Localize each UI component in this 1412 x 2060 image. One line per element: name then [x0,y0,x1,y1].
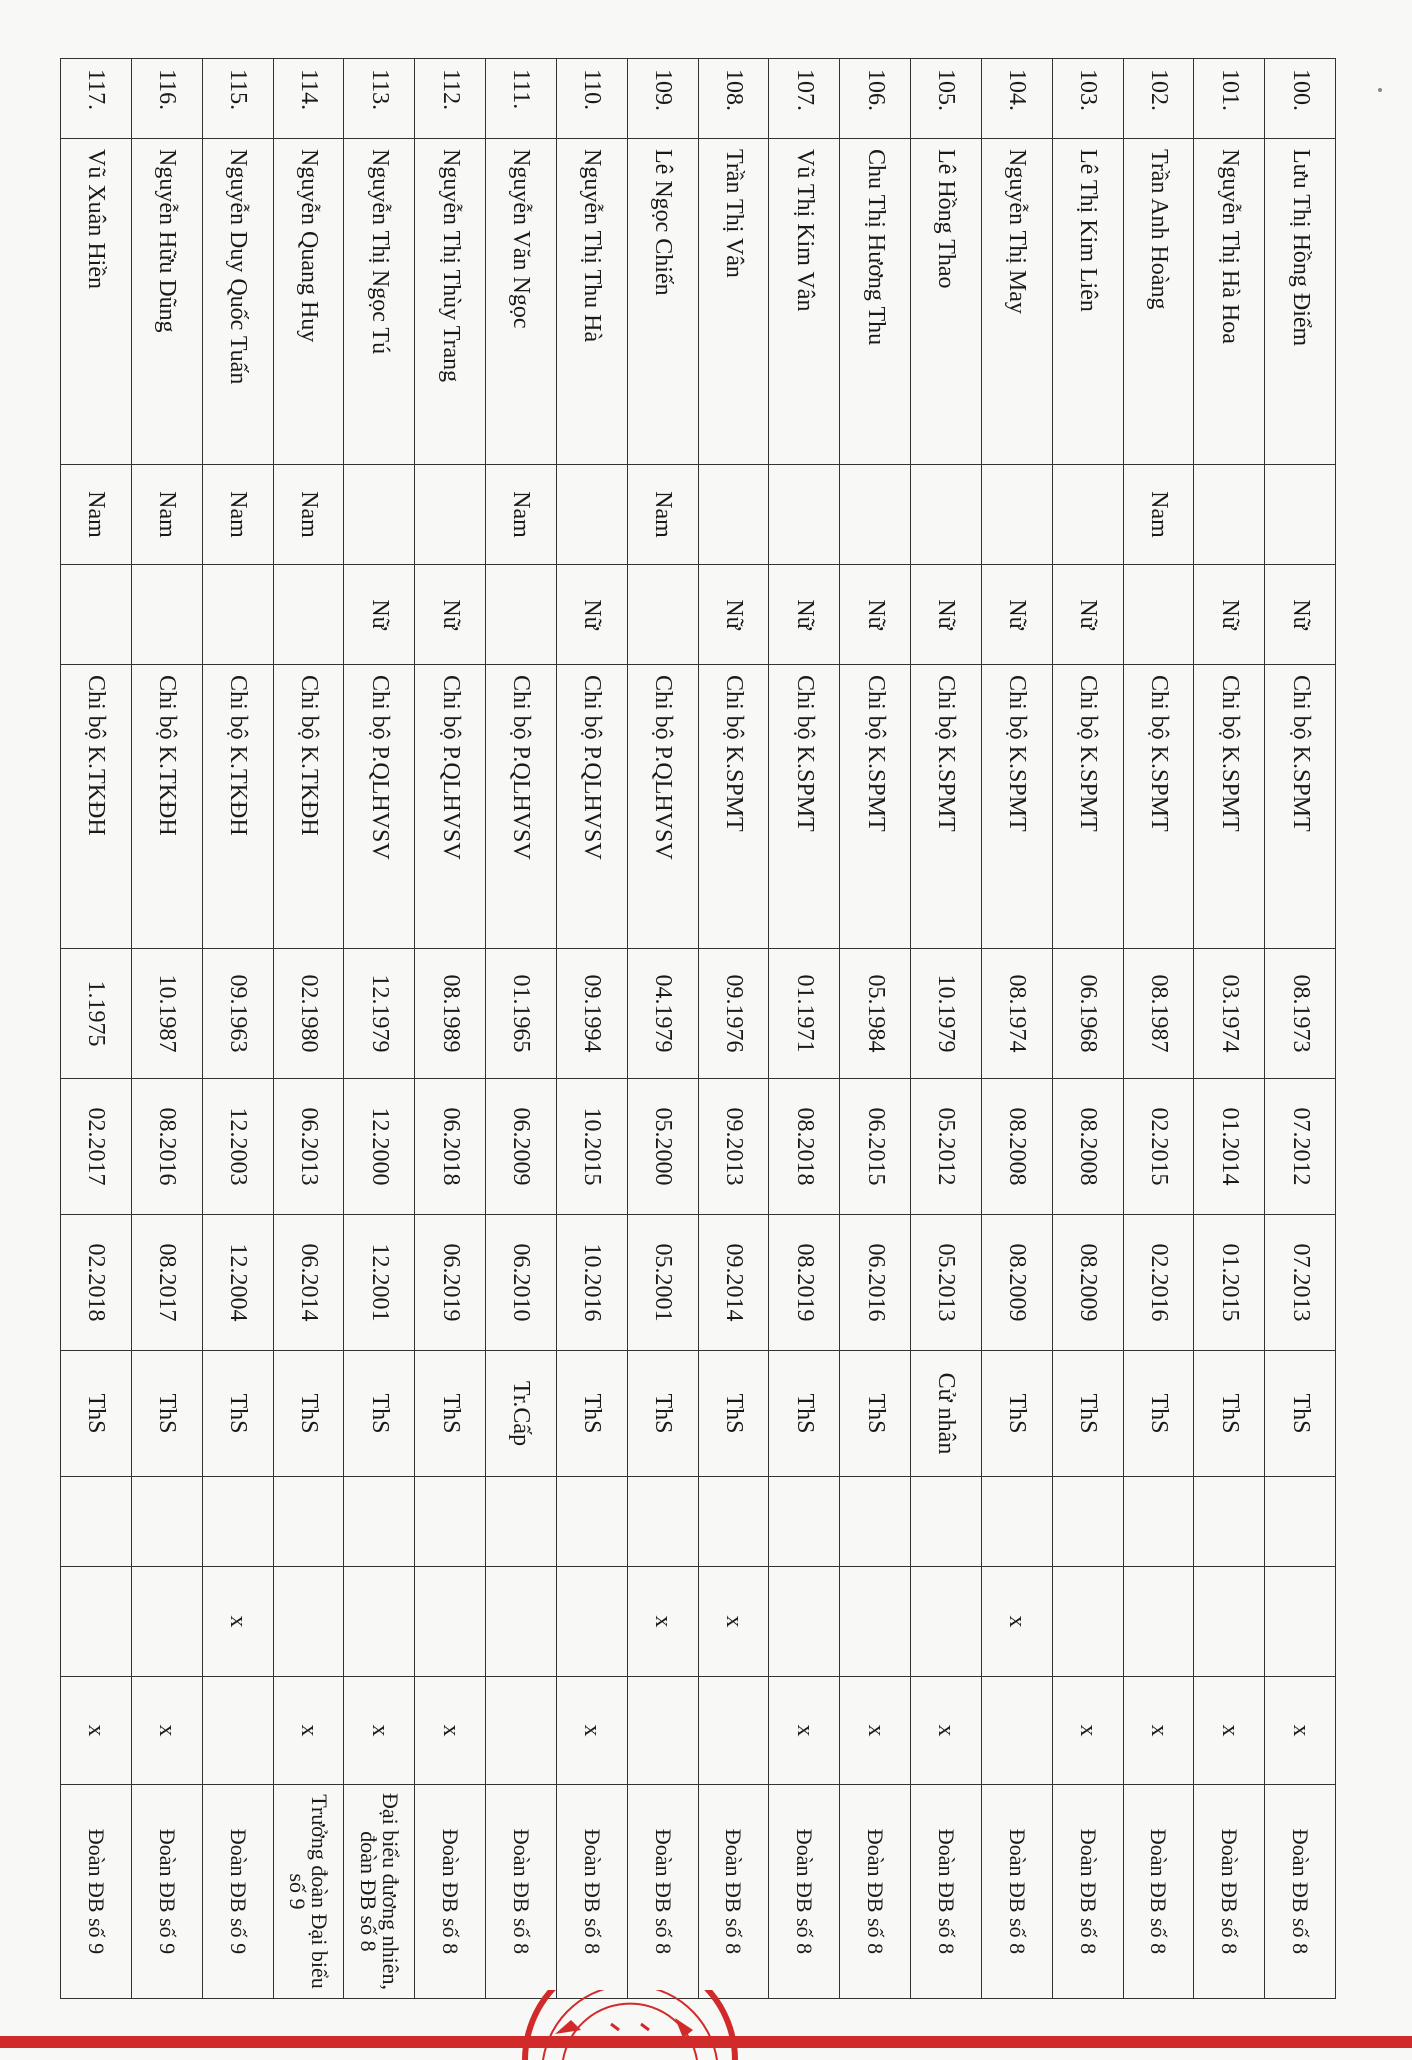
cell-name: Lưu Thị Hồng Điểm [1265,139,1336,465]
table-row [840,59,911,1999]
table-row [202,59,273,1999]
cell-mark-3 [698,1677,769,1785]
cell-mark-2 [1123,1567,1194,1677]
cell-official-date: 12.2001 [344,1215,415,1351]
cell-gender-female: Nữ [840,565,911,665]
cell-mark-3: x [344,1677,415,1785]
cell-mark-1 [415,1477,486,1567]
cell-official-date: 07.2013 [1265,1215,1336,1351]
cell-mark-2: x [202,1567,273,1677]
cell-gender-female [627,565,698,665]
cell-stt: 114. [273,59,344,139]
cell-birth-date: 04.1979 [627,949,698,1079]
cell-mark-1 [1265,1477,1336,1567]
cell-gender-female [1123,565,1194,665]
cell-birth-date: 08.1974 [981,949,1052,1079]
cell-birth-date: 08.1989 [415,949,486,1079]
cell-name: Nguyễn Văn Ngọc [486,139,557,465]
cell-mark-1 [556,1477,627,1567]
cell-mark-3: x [1123,1677,1194,1785]
cell-stt: 106. [840,59,911,139]
cell-gender-male [415,465,486,565]
cell-degree: ThS [344,1351,415,1477]
table-row [131,59,202,1999]
cell-mark-1 [61,1477,132,1567]
cell-mark-2 [1194,1567,1265,1677]
cell-birth-date: 08.1987 [1123,949,1194,1079]
cell-note: Đoàn ĐB số 8 [981,1785,1052,1999]
cell-mark-3: x [840,1677,911,1785]
table-row [627,59,698,1999]
cell-official-date: 08.2019 [769,1215,840,1351]
cell-degree: ThS [981,1351,1052,1477]
cell-join-date: 02.2017 [61,1079,132,1215]
cell-mark-2 [61,1567,132,1677]
cell-mark-1 [698,1477,769,1567]
cell-note: Đoàn ĐB số 8 [911,1785,982,1999]
cell-name: Chu Thị Hương Thu [840,139,911,465]
cell-mark-3: x [769,1677,840,1785]
cell-birth-date: 02.1980 [273,949,344,1079]
cell-degree: ThS [556,1351,627,1477]
cell-mark-1 [981,1477,1052,1567]
cell-mark-2 [131,1567,202,1677]
cell-stt: 103. [1052,59,1123,139]
cell-mark-3: x [1194,1677,1265,1785]
cell-unit: Chi bộ K.SPMT [1052,665,1123,949]
cell-official-date: 10.2016 [556,1215,627,1351]
cell-stt: 102. [1123,59,1194,139]
cell-gender-male [1194,465,1265,565]
cell-mark-3: x [415,1677,486,1785]
cell-mark-3: x [556,1677,627,1785]
cell-note: Đoàn ĐB số 8 [840,1785,911,1999]
cell-name: Trần Anh Hoàng [1123,139,1194,465]
cell-note: Đoàn ĐB số 8 [1123,1785,1194,1999]
cell-official-date: 06.2014 [273,1215,344,1351]
cell-degree: ThS [840,1351,911,1477]
cell-gender-male [698,465,769,565]
cell-mark-2 [415,1567,486,1677]
cell-note: Đoàn ĐB số 8 [415,1785,486,1999]
cell-note: Đoàn ĐB số 8 [769,1785,840,1999]
cell-mark-1 [1123,1477,1194,1567]
cell-join-date: 05.2012 [911,1079,982,1215]
cell-birth-date: 09.1994 [556,949,627,1079]
cell-mark-3: x [911,1677,982,1785]
cell-gender-female: Nữ [556,565,627,665]
cell-mark-1 [344,1477,415,1567]
cell-birth-date: 01.1971 [769,949,840,1079]
cell-official-date: 02.2016 [1123,1215,1194,1351]
cell-unit: Chi bộ K.TKĐH [131,665,202,949]
cell-name: Nguyễn Thị May [981,139,1052,465]
table-row [1265,59,1336,1999]
cell-gender-male [556,465,627,565]
cell-stt: 117. [61,59,132,139]
cell-unit: Chi bộ K.TKĐH [273,665,344,949]
cell-mark-1 [1052,1477,1123,1567]
cell-birth-date: 10.1987 [131,949,202,1079]
cell-note: Đoàn ĐB số 8 [1052,1785,1123,1999]
cell-degree: ThS [415,1351,486,1477]
red-seal-stamp [515,1990,745,2060]
cell-birth-date: 12.1979 [344,949,415,1079]
cell-birth-date: 10.1979 [911,949,982,1079]
cell-note: Đoàn ĐB số 8 [1194,1785,1265,1999]
cell-birth-date: 05.1984 [840,949,911,1079]
cell-join-date: 02.2015 [1123,1079,1194,1215]
cell-stt: 109. [627,59,698,139]
cell-degree: ThS [627,1351,698,1477]
cell-degree: ThS [202,1351,273,1477]
cell-join-date: 01.2014 [1194,1079,1265,1215]
table-row [769,59,840,1999]
cell-mark-3: x [131,1677,202,1785]
table-row [273,59,344,1999]
cell-unit: Chi bộ K.SPMT [698,665,769,949]
cell-official-date: 06.2016 [840,1215,911,1351]
cell-stt: 112. [415,59,486,139]
cell-mark-1 [1194,1477,1265,1567]
cell-note: Trưởng đoàn Đại biểu số 9 [273,1785,344,1999]
cell-official-date: 08.2017 [131,1215,202,1351]
cell-degree: ThS [273,1351,344,1477]
cell-birth-date: 09.1963 [202,949,273,1079]
cell-gender-male [1265,465,1336,565]
cell-mark-2 [344,1567,415,1677]
cell-mark-2 [1265,1567,1336,1677]
cell-name: Nguyễn Thị Hà Hoa [1194,139,1265,465]
cell-gender-female [486,565,557,665]
cell-gender-female: Nữ [344,565,415,665]
cell-note: Đoàn ĐB số 9 [61,1785,132,1999]
cell-official-date: 02.2018 [61,1215,132,1351]
cell-name: Nguyễn Thị Thùy Trang [415,139,486,465]
cell-birth-date: 09.1976 [698,949,769,1079]
cell-mark-2 [911,1567,982,1677]
cell-mark-3: x [1265,1677,1336,1785]
rotated-sheet [60,58,1336,1998]
cell-name: Nguyễn Thị Thu Hà [556,139,627,465]
cell-degree: ThS [1194,1351,1265,1477]
cell-gender-female: Nữ [769,565,840,665]
cell-gender-female: Nữ [1052,565,1123,665]
table-row [1194,59,1265,1999]
cell-stt: 100. [1265,59,1336,139]
cell-official-date: 05.2013 [911,1215,982,1351]
cell-join-date: 07.2012 [1265,1079,1336,1215]
table-row [1052,59,1123,1999]
cell-mark-3 [627,1677,698,1785]
cell-mark-2: x [627,1567,698,1677]
cell-degree: ThS [1052,1351,1123,1477]
cell-mark-2 [840,1567,911,1677]
cell-name: Trần Thị Vân [698,139,769,465]
cell-name: Lê Thị Kim Liên [1052,139,1123,465]
cell-mark-3: x [61,1677,132,1785]
cell-gender-male [769,465,840,565]
red-stamp-line [0,2036,1412,2048]
cell-mark-2 [556,1567,627,1677]
cell-degree: ThS [131,1351,202,1477]
cell-name: Nguyễn Quang Huy [273,139,344,465]
cell-name: Nguyễn Duy Quốc Tuấn [202,139,273,465]
cell-official-date: 12.2004 [202,1215,273,1351]
cell-stt: 111. [486,59,557,139]
cell-join-date: 12.2000 [344,1079,415,1215]
cell-stt: 115. [202,59,273,139]
cell-gender-female: Nữ [911,565,982,665]
cell-unit: Chi bộ P.QLHVSV [344,665,415,949]
cell-mark-3 [202,1677,273,1785]
cell-note: Đoàn ĐB số 8 [1265,1785,1336,1999]
cell-note: Đoàn ĐB số 9 [131,1785,202,1999]
cell-join-date: 08.2018 [769,1079,840,1215]
cell-unit: Chi bộ P.QLHVSV [415,665,486,949]
cell-official-date: 06.2010 [486,1215,557,1351]
cell-official-date: 06.2019 [415,1215,486,1351]
cell-unit: Chi bộ K.SPMT [840,665,911,949]
table-row [556,59,627,1999]
cell-unit: Chi bộ K.SPMT [981,665,1052,949]
cell-mark-3: x [1052,1677,1123,1785]
cell-name: Vũ Thị Kim Vân [769,139,840,465]
cell-unit: Chi bộ K.SPMT [1194,665,1265,949]
cell-birth-date: 03.1974 [1194,949,1265,1079]
cell-name: Nguyễn Thị Ngọc Tú [344,139,415,465]
cell-mark-1 [911,1477,982,1567]
cell-birth-date: 06.1968 [1052,949,1123,1079]
cell-gender-female: Nữ [1194,565,1265,665]
cell-birth-date: 08.1973 [1265,949,1336,1079]
table-row [486,59,557,1999]
cell-unit: Chi bộ P.QLHVSV [556,665,627,949]
cell-unit: Chi bộ P.QLHVSV [486,665,557,949]
cell-degree: ThS [61,1351,132,1477]
cell-stt: 116. [131,59,202,139]
cell-official-date: 09.2014 [698,1215,769,1351]
table-row [981,59,1052,1999]
cell-official-date: 08.2009 [1052,1215,1123,1351]
cell-mark-2 [486,1567,557,1677]
cell-mark-3 [981,1677,1052,1785]
cell-gender-female [61,565,132,665]
cell-official-date: 05.2001 [627,1215,698,1351]
cell-unit: Chi bộ K.TKĐH [61,665,132,949]
cell-gender-female: Nữ [981,565,1052,665]
cell-gender-male: Nam [61,465,132,565]
cell-gender-male [1052,465,1123,565]
cell-mark-1 [627,1477,698,1567]
cell-note: Đoàn ĐB số 8 [556,1785,627,1999]
delegate-table [60,58,1336,1999]
cell-mark-2 [273,1567,344,1677]
cell-unit: Chi bộ K.SPMT [911,665,982,949]
cell-degree: Cử nhân [911,1351,982,1477]
cell-degree: ThS [1265,1351,1336,1477]
cell-mark-1 [273,1477,344,1567]
cell-gender-female: Nữ [1265,565,1336,665]
cell-note: Đoàn ĐB số 8 [486,1785,557,1999]
cell-join-date: 06.2009 [486,1079,557,1215]
cell-official-date: 08.2009 [981,1215,1052,1351]
cell-join-date: 08.2008 [981,1079,1052,1215]
cell-unit: Chi bộ K.SPMT [769,665,840,949]
cell-join-date: 08.2016 [131,1079,202,1215]
cell-join-date: 08.2008 [1052,1079,1123,1215]
cell-note: Đoàn ĐB số 8 [627,1785,698,1999]
cell-join-date: 10.2015 [556,1079,627,1215]
cell-unit: Chi bộ K.SPMT [1265,665,1336,949]
cell-birth-date: 1.1975 [61,949,132,1079]
cell-name: Vũ Xuân Hiền [61,139,132,465]
cell-note: Đại biểu đương nhiên, đoàn ĐB số 8 [344,1785,415,1999]
cell-unit: Chi bộ K.SPMT [1123,665,1194,949]
cell-gender-male: Nam [273,465,344,565]
table-row [415,59,486,1999]
cell-gender-male [981,465,1052,565]
table-row [61,59,132,1999]
cell-mark-2: x [698,1567,769,1677]
scan-mark [1378,88,1382,92]
cell-mark-1 [131,1477,202,1567]
cell-note: Đoàn ĐB số 9 [202,1785,273,1999]
cell-name: Lê Ngọc Chiến [627,139,698,465]
cell-gender-male: Nam [627,465,698,565]
cell-mark-1 [840,1477,911,1567]
cell-join-date: 06.2013 [273,1079,344,1215]
cell-stt: 105. [911,59,982,139]
cell-official-date: 01.2015 [1194,1215,1265,1351]
table-row [698,59,769,1999]
cell-gender-male: Nam [131,465,202,565]
cell-gender-male: Nam [202,465,273,565]
cell-gender-male: Nam [486,465,557,565]
cell-stt: 108. [698,59,769,139]
cell-gender-male: Nam [1123,465,1194,565]
cell-stt: 101. [1194,59,1265,139]
cell-stt: 107. [769,59,840,139]
cell-mark-1 [769,1477,840,1567]
cell-degree: ThS [1123,1351,1194,1477]
cell-degree: ThS [698,1351,769,1477]
cell-gender-male [344,465,415,565]
cell-mark-2 [1052,1567,1123,1677]
cell-degree: Tr.Cấp [486,1351,557,1477]
cell-stt: 110. [556,59,627,139]
table-row [911,59,982,1999]
cell-join-date: 06.2015 [840,1079,911,1215]
cell-birth-date: 01.1965 [486,949,557,1079]
table-row [344,59,415,1999]
cell-name: Lê Hồng Thao [911,139,982,465]
cell-mark-3 [486,1677,557,1785]
cell-gender-female [273,565,344,665]
cell-join-date: 09.2013 [698,1079,769,1215]
cell-gender-female: Nữ [415,565,486,665]
cell-gender-male [840,465,911,565]
cell-stt: 104. [981,59,1052,139]
cell-join-date: 12.2003 [202,1079,273,1215]
cell-degree: ThS [769,1351,840,1477]
cell-stt: 113. [344,59,415,139]
cell-gender-female [131,565,202,665]
cell-mark-2 [769,1567,840,1677]
cell-name: Nguyễn Hữu Dũng [131,139,202,465]
cell-gender-female: Nữ [698,565,769,665]
cell-mark-2: x [981,1567,1052,1677]
cell-join-date: 05.2000 [627,1079,698,1215]
table-row [1123,59,1194,1999]
cell-mark-3: x [273,1677,344,1785]
cell-gender-male [911,465,982,565]
cell-gender-female [202,565,273,665]
cell-join-date: 06.2018 [415,1079,486,1215]
cell-mark-1 [486,1477,557,1567]
cell-unit: Chi bộ P.QLHVSV [627,665,698,949]
cell-mark-1 [202,1477,273,1567]
cell-unit: Chi bộ K.TKĐH [202,665,273,949]
cell-note: Đoàn ĐB số 8 [698,1785,769,1999]
